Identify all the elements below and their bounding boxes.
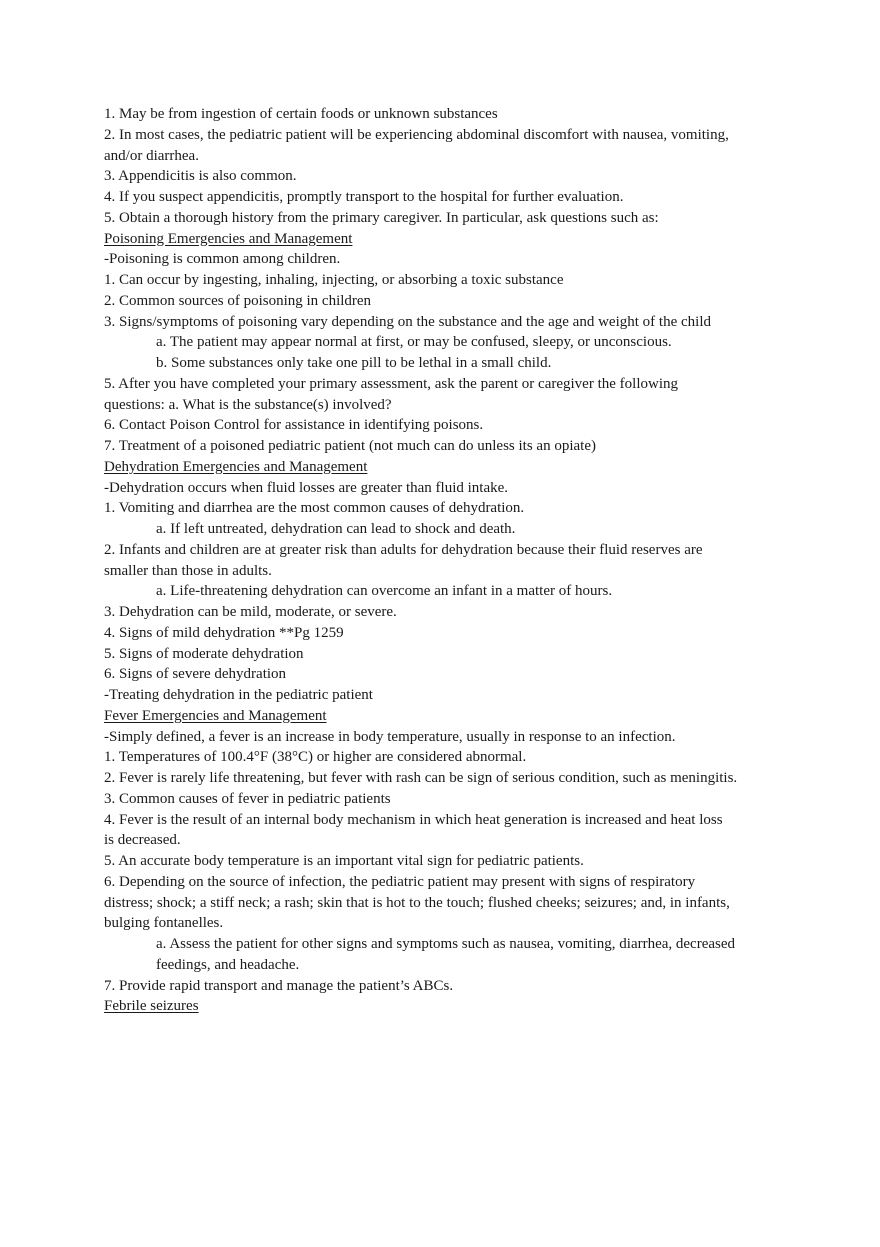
list-item: 7. Provide rapid transport and manage the patient’s ABCs.	[104, 977, 454, 994]
list-item: 3. Appendicitis is also common.	[104, 168, 297, 185]
list-item-continuation: and/or diarrhea.	[104, 147, 199, 164]
list-item-continuation: smaller than those in adults.	[104, 562, 272, 579]
list-item: 6. Contact Poison Control for assistance in identifying poisons.	[104, 417, 484, 434]
list-item: 2. Fever is rarely life threatening, but fever with rash can be sign of serious condition, such as meningitis.	[104, 770, 738, 786]
sub-list-item: a. Life-threatening dehydration can overcome an infant in a matter of hours.	[156, 583, 613, 600]
list-item: 2. In most cases, the pediatric patient will be experiencing abdominal discomfort with nausea, vomiting,	[104, 126, 729, 143]
list-item: 5. Obtain a thorough history from the primary caregiver. In particular, ask questions such as:	[104, 209, 659, 226]
sub-list-item: b. Some substances only take one pill to be lethal in a small child.	[156, 355, 552, 371]
section-intro: -Dehydration occurs when fluid losses are greater than fluid intake.	[104, 479, 509, 496]
document-body	[104, 104, 776, 1017]
list-item: 5. An accurate body temperature is an important vital sign for pediatric patients.	[104, 853, 584, 869]
sub-list-item: a. Assess the patient for other signs and symptoms such as nausea, vomiting, diarrhea, decreased	[156, 936, 736, 952]
list-item: 4. Fever is the result of an internal body mechanism in which heat generation is increased and heat loss	[104, 811, 723, 828]
list-item-continuation: distress; shock; a stiff neck; a rash; skin that is hot to the touch; flushed cheeks; seizures; and, in infants,	[104, 894, 730, 911]
list-item: 7. Treatment of a poisoned pediatric patient (not much can do unless its an opiate)	[104, 438, 596, 454]
list-item: 4. If you suspect appendicitis, promptly transport to the hospital for further evaluation.	[104, 189, 624, 205]
list-item-continuation: is decreased.	[104, 832, 181, 849]
list-item: 2. Infants and children are at greater risk than adults for dehydration because their fluid reserves are	[104, 541, 703, 558]
list-item: 4. Signs of mild dehydration **Pg 1259	[104, 624, 344, 641]
list-item: 1. Temperatures of 100.4°F (38°C) or higher are considered abnormal.	[104, 749, 527, 766]
list-item: 1. Can occur by ingesting, inhaling, injecting, or absorbing a toxic substance	[104, 272, 564, 288]
section-heading-poisoning: Poisoning Emergencies and Management	[104, 230, 353, 247]
list-item: 2. Common sources of poisoning in children	[104, 292, 372, 309]
list-item: 6. Signs of severe dehydration	[104, 666, 287, 683]
sub-list-item: a. If left untreated, dehydration can lead to shock and death.	[156, 521, 516, 537]
list-item: 3. Dehydration can be mild, moderate, or severe.	[104, 604, 397, 620]
section-heading-fever: Fever Emergencies and Management	[104, 707, 327, 724]
sub-list-item-continuation: feedings, and headache.	[156, 956, 300, 973]
list-item-continuation: questions: a. What is the substance(s) involved?	[104, 396, 392, 413]
list-item: 6. Depending on the source of infection, the pediatric patient may present with signs of respiratory	[104, 873, 696, 890]
list-item: 3. Signs/symptoms of poisoning vary depending on the substance and the age and weight of the child	[104, 313, 711, 330]
section-intro: -Treating dehydration in the pediatric patient	[104, 687, 373, 703]
section-heading-febrile-seizures: Febrile seizures	[104, 998, 199, 1015]
sub-list-item: a. The patient may appear normal at first, or may be confused, sleepy, or unconscious.	[156, 334, 672, 351]
list-item: 1. Vomiting and diarrhea are the most common causes of dehydration.	[104, 500, 525, 517]
section-intro: -Simply defined, a fever is an increase in body temperature, usually in response to an infection.	[104, 728, 676, 745]
section-intro: -Poisoning is common among children.	[104, 251, 341, 268]
list-item: 1. May be from ingestion of certain foods or unknown substances	[104, 106, 498, 122]
list-item-continuation: bulging fontanelles.	[104, 915, 224, 932]
list-item: 3. Common causes of fever in pediatric patients	[104, 790, 391, 807]
list-item: 5. Signs of moderate dehydration	[104, 645, 304, 662]
list-item: 5. After you have completed your primary assessment, ask the parent or caregiver the following	[104, 375, 678, 392]
section-heading-dehydration: Dehydration Emergencies and Management	[104, 458, 368, 475]
